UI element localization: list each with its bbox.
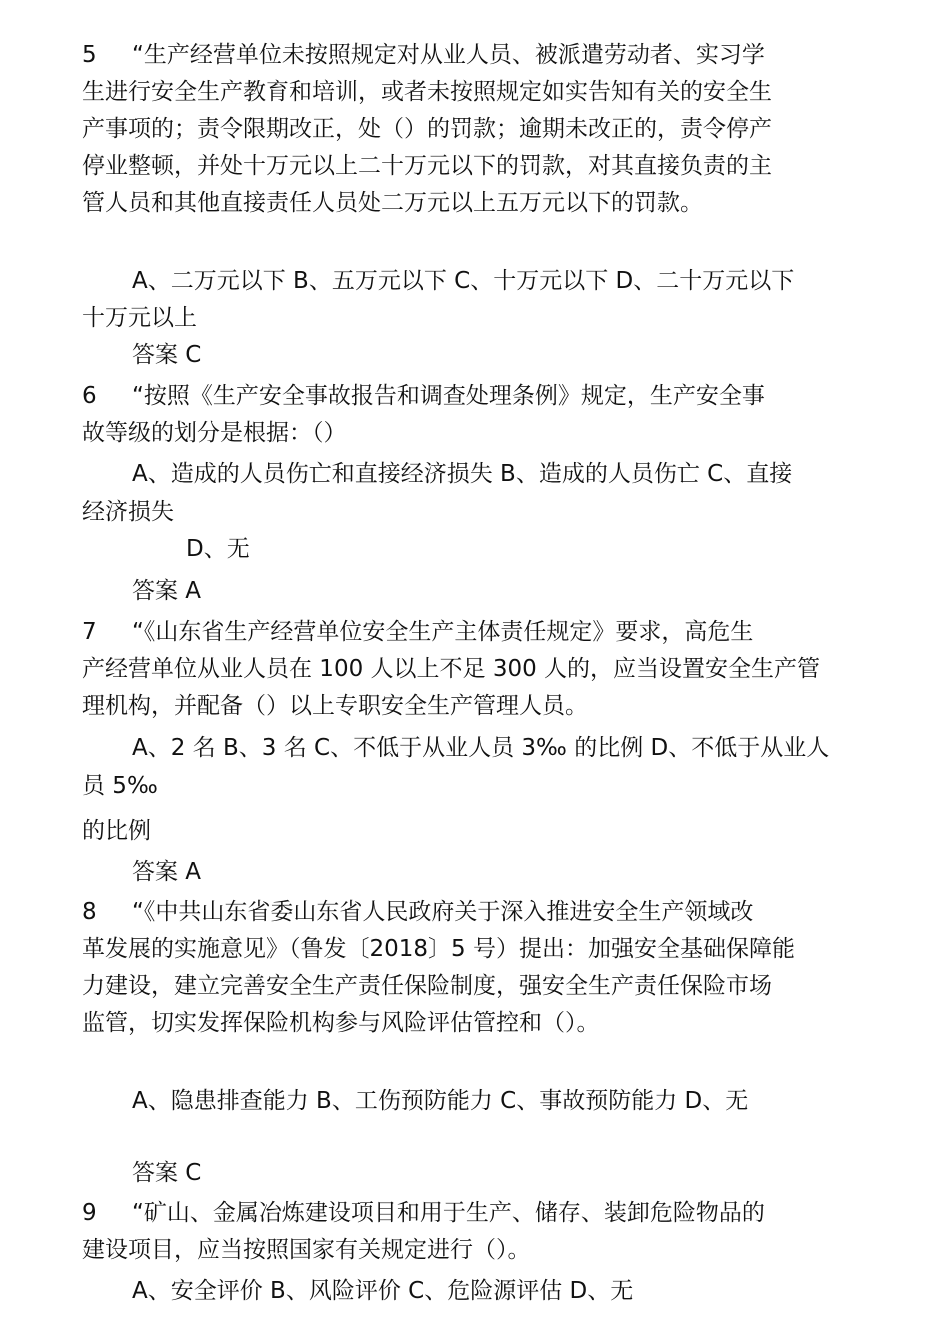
question-6-stem-line: 故等级的划分是根据：（）: [82, 420, 347, 446]
question-7-stem-line: 产经营单位从业人员在 100 人以上不足 300 人的，应当设置安全生产管: [82, 656, 821, 682]
question-6-options: 经济损失: [82, 499, 174, 525]
question-number: 7: [82, 619, 97, 645]
question-6-options: D、无: [186, 536, 250, 562]
question-8-stem-line: 8 “《中共山东省委山东省人民政府关于深入推进安全生产领域改: [82, 899, 754, 925]
question-5-options: 十万元以上: [82, 305, 197, 331]
question-number: 9: [82, 1200, 97, 1226]
question-5-options: A、二万元以下 B、五万元以下 C、十万元以下 D、二十万元以下: [132, 268, 795, 294]
question-8-stem-line: 革发展的实施意见》（鲁发〔2018〕5 号）提出：加强安全基础保障能: [82, 936, 795, 962]
question-number: 6: [82, 383, 97, 409]
question-5-stem-line: 停业整顿，并处十万元以上二十万元以下的罚款，对其直接负责的主: [82, 153, 772, 179]
question-7-stem-line: 理机构，并配备（）以上专职安全生产管理人员。: [82, 693, 588, 719]
question-5-stem-line: 产事项的；责令限期改正，处（）的罚款；逾期未改正的，责令停产: [82, 116, 772, 142]
question-6-stem-line: 6 “按照《生产安全事故报告和调查处理条例》规定，生产安全事: [82, 383, 765, 409]
question-7-options: A、2 名 B、3 名 C、不低于从业人员 3‰ 的比例 D、不低于从业人: [132, 735, 830, 761]
question-9-options: A、安全评价 B、风险评价 C、危险源评估 D、无: [132, 1278, 634, 1304]
question-number: 8: [82, 899, 97, 925]
question-5-stem-line: 5 “生产经营单位未按照规定对从业人员、被派遣劳动者、实习学: [82, 42, 765, 68]
question-5-stem-line: 管人员和其他直接责任人员处二万元以上五万元以下的罚款。: [82, 190, 703, 216]
question-7-stem-line: 7 “《山东省生产经营单位安全生产主体责任规定》要求，高危生: [82, 619, 754, 645]
question-6-options: A、造成的人员伤亡和直接经济损失 B、造成的人员伤亡 C、直接: [132, 461, 793, 487]
question-5-stem-line: 生进行安全生产教育和培训，或者未按照规定如实告知有关的安全生: [82, 79, 772, 105]
question-8-stem-line: 监管，切实发挥保险机构参与风险评估管控和（）。: [82, 1010, 600, 1036]
question-9-stem-line: 9 “矿山、金属冶炼建设项目和用于生产、储存、装卸危险物品的: [82, 1200, 765, 1226]
question-number: 5: [82, 42, 97, 68]
question-7-options: 员 5‰: [82, 773, 158, 799]
question-5-answer: 答案 C: [132, 342, 202, 368]
question-8-options: A、隐患排查能力 B、工伤预防能力 C、事故预防能力 D、无: [132, 1088, 749, 1114]
question-8-stem-line: 力建设，建立完善安全生产责任保险制度，强安全生产责任保险市场: [82, 973, 772, 999]
question-7-answer: 答案 A: [132, 859, 202, 885]
question-9-stem-line: 建设项目，应当按照国家有关规定进行（）。: [82, 1237, 531, 1263]
question-6-answer: 答案 A: [132, 578, 202, 604]
question-8-answer: 答案 C: [132, 1160, 202, 1186]
question-7-options: 的比例: [82, 818, 151, 844]
